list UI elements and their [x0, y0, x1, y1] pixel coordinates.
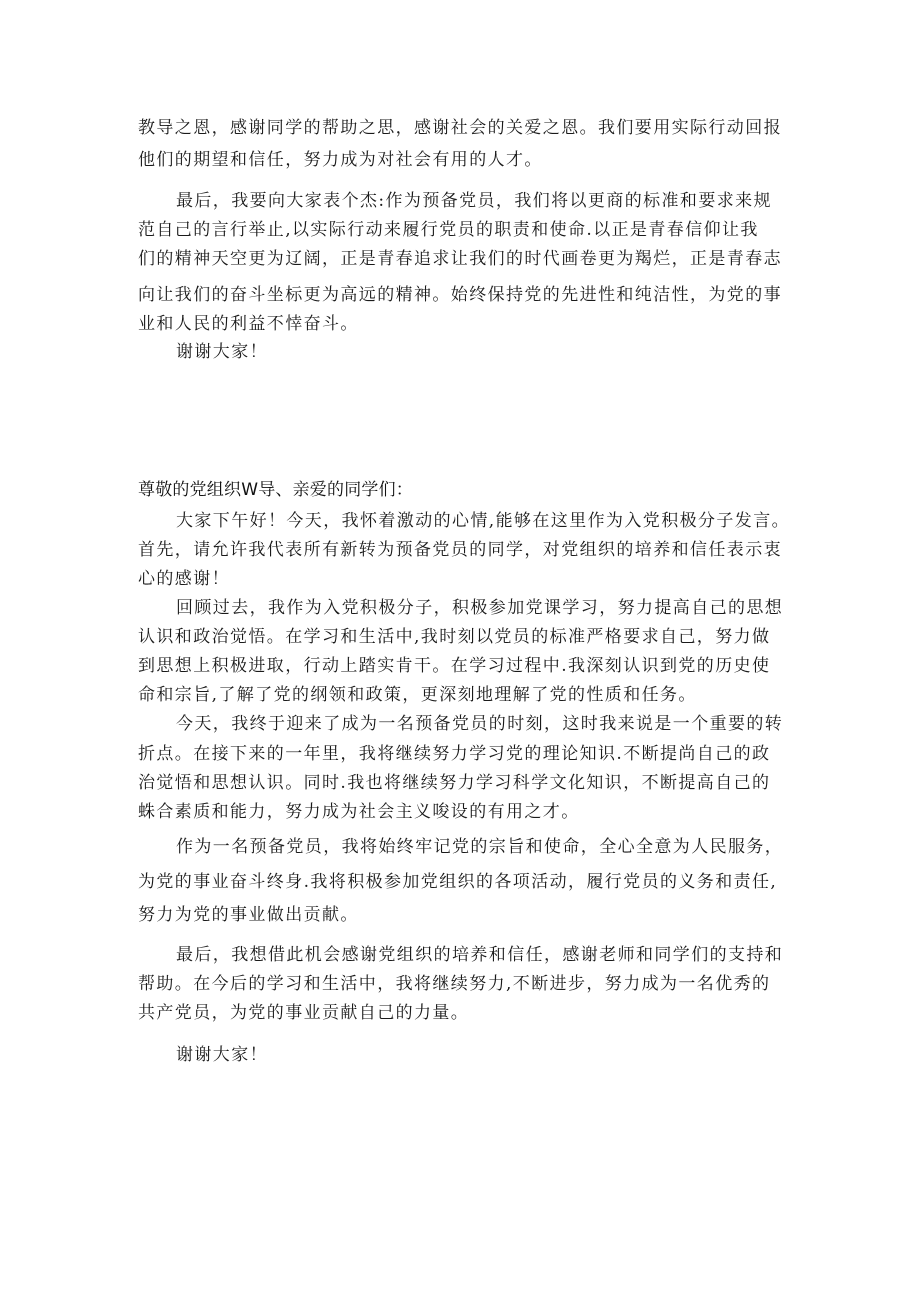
paragraph-line: 向让我们的奋斗坐标更为高远的精神。始终保持党的先进性和纯洁性，为党的事 [138, 285, 782, 305]
paragraph-line: 最后，我要向大家表个杰:作为预备党员，我们将以更商的标准和要求来规 [176, 191, 772, 211]
paragraph-line: 认识和政治觉悟。在学习和生活中,我时刻以党员的标准严格要求自己，努力做 [138, 627, 771, 647]
paragraph-line: 们的精神天空更为辽阔，正是青春追求让我们的时代画卷更为羯烂，正是青春志 [138, 249, 782, 269]
closing-line: 谢谢大家！ [176, 1045, 268, 1065]
paragraph-line: 教导之恩，感谢同学的帮助之思，感谢社会的关爱之恩。我们要用实际行动回报 [138, 118, 782, 138]
closing-line: 谢谢大家！ [176, 342, 268, 362]
paragraph-line: 范自己的言行举止,以实际行动来履行党员的职责和使命.以正是青春信仰让我 [138, 220, 759, 240]
paragraph-line: 业和人民的利益不悻奋斗。 [138, 314, 359, 334]
paragraph-line: 努力为党的事业做出贡献。 [138, 905, 359, 925]
paragraph-line: 蛛合素质和能力，努力成为社会主义唆设的有用之才。 [138, 802, 580, 822]
paragraph-line: 作为一名预备党员，我将始终牢记党的宗旨和使命，全心全意为人民服务， [176, 837, 784, 857]
paragraph-line: 心的感谢！ [138, 569, 230, 589]
paragraph-line: 最后，我想借此机会感谢党组织的培养和信任，感谢老师和同学们的支持和 [176, 945, 784, 965]
paragraph-line: 他们的期望和信任，努力成为对社会有用的人才。 [138, 150, 543, 170]
paragraph-line: 回顾过去，我作为入党积极分子，积极参加党课学习，努力提高自己的思想 [176, 598, 784, 618]
paragraph-line: 命和宗旨,了解了党的纲领和政策，更深刻地理解了党的性质和任务。 [138, 685, 697, 705]
paragraph-line: 到思想上积极进取，行动上踏实肯干。在学习过程中.我深刻认识到党的历史使 [138, 656, 771, 676]
paragraph-line: 治觉悟和思想认识。同时.我也将继续努力学习科学文化知识，不断提高自己的 [138, 773, 771, 793]
speech-salutation: 尊敬的党组织W导、亲爱的同学们： [138, 480, 414, 500]
paragraph-line: 共产党员，为党的事业贡献自己的力量。 [138, 1003, 470, 1023]
paragraph-line: 大家下午好！今天，我怀着激动的心情,能够在这里作为入党积极分子发言。 [176, 511, 791, 531]
paragraph-line: 首先，请允许我代表所有新转为预备党员的同学，对党组织的培养和信任表示衷 [138, 540, 782, 560]
paragraph-line: 为党的事业奋斗终身.我将积极参加党组织的各项活动，履行党员的义务和责任, [138, 872, 778, 892]
paragraph-line: 帮助。在今后的学习和生活中，我将继续努力,不断进步，努力成为一名优秀的 [138, 974, 771, 994]
paragraph-line: 折点。在接下来的一年里，我将继续努力学习党的理论知识.不断提尚自己的政 [138, 744, 771, 764]
paragraph-line: 今天，我终于迎来了成为一名预备党员的时刻，这时我来说是一个重要的转 [176, 714, 784, 734]
